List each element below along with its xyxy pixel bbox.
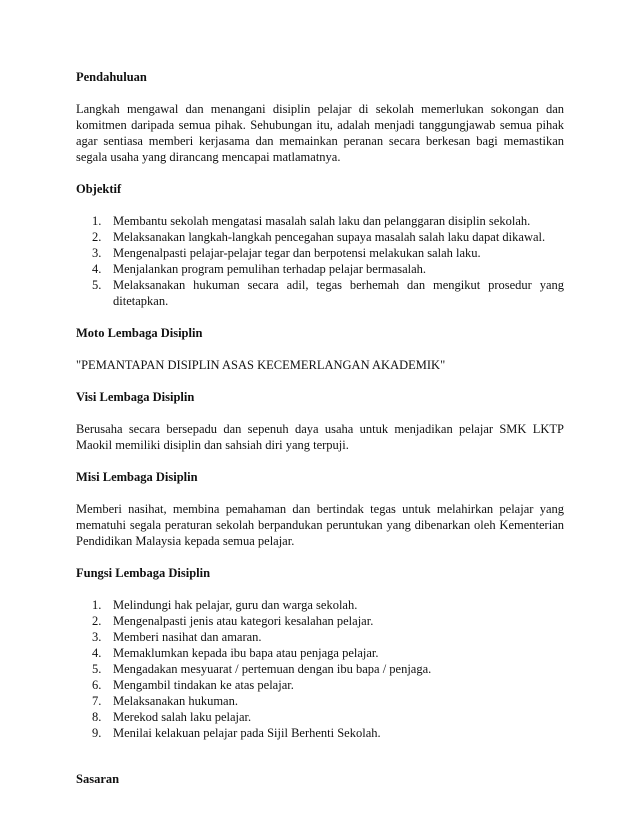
- list-item: [76, 677, 564, 693]
- sasaran-heading: Sasaran: [76, 772, 120, 786]
- list-number: 7.: [92, 694, 102, 708]
- document-content: [76, 69, 564, 803]
- list-text: Mengenalpasti jenis atau kategori kesalahan pelajar.: [113, 614, 374, 628]
- objektif-list: [76, 213, 564, 309]
- list-item: [76, 213, 564, 229]
- list-number: 2.: [92, 230, 102, 244]
- list-text: Melaksanakan hukuman.: [113, 694, 238, 708]
- fungsi-list: [76, 597, 564, 741]
- list-text: Memaklumkan kepada ibu bapa atau penjaga pelajar.: [113, 646, 379, 660]
- list-item: [76, 661, 564, 677]
- list-number: 1.: [92, 598, 102, 612]
- misi-heading: Misi Lembaga Disiplin: [76, 470, 198, 484]
- list-number: 5.: [92, 278, 102, 292]
- list-number: 2.: [92, 614, 102, 628]
- list-item: [76, 597, 564, 613]
- list-item: [76, 709, 564, 725]
- list-number: 1.: [92, 214, 102, 228]
- list-item: [76, 693, 564, 709]
- moto-text: "PEMANTAPAN DISIPLIN ASAS KECEMERLANGAN AKADEMIK": [76, 358, 446, 372]
- list-text: Melaksanakan hukuman secara adil, tegas berhemah dan mengikut prosedur yang ditetapkan.: [113, 278, 564, 308]
- list-number: 8.: [92, 710, 102, 724]
- list-item: [76, 261, 564, 277]
- list-item: [76, 645, 564, 661]
- list-item: [76, 725, 564, 741]
- pendahuluan-paragraph: Langkah mengawal dan menangani disiplin pelajar di sekolah memerlukan sokongan dan komitmen daripada semua pihak. Sehubungan itu, adalah menjadi tanggungjawab semua pihak agar sentiasa memberi kerjasama dan memainkan peranan secara berkesan bagi memastikan segala usaha yang dirancang mencapai matlamatnya.: [76, 102, 564, 164]
- list-text: Menjalankan program pemulihan terhadap pelajar bermasalah.: [113, 262, 427, 276]
- list-text: Mengadakan mesyuarat / pertemuan dengan ibu bapa / penjaga.: [113, 662, 432, 676]
- list-text: Melaksanakan langkah-langkah pencegahan supaya masalah salah laku dapat dikawal.: [113, 230, 546, 244]
- list-item: [76, 245, 564, 261]
- list-number: 5.: [92, 662, 102, 676]
- list-number: 9.: [92, 726, 102, 740]
- list-text: Mengenalpasti pelajar-pelajar tegar dan berpotensi melakukan salah laku.: [113, 246, 481, 260]
- visi-heading: Visi Lembaga Disiplin: [76, 390, 195, 404]
- list-item: [76, 629, 564, 645]
- list-number: 3.: [92, 246, 102, 260]
- list-number: 6.: [92, 678, 102, 692]
- list-item: [76, 277, 564, 309]
- list-text: Membantu sekolah mengatasi masalah salah laku dan pelanggaran disiplin sekolah.: [113, 214, 531, 228]
- list-text: Menilai kelakuan pelajar pada Sijil Berhenti Sekolah.: [113, 726, 381, 740]
- misi-paragraph: Memberi nasihat, membina pemahaman dan bertindak tegas untuk melahirkan pelajar yang mematuhi segala peraturan sekolah berpandukan peruntukan yang dibenarkan oleh Kementerian Pendidikan Malaysia kepada semua pelajar.: [76, 502, 564, 548]
- list-number: 4.: [92, 262, 102, 276]
- list-item: [76, 613, 564, 629]
- list-text: Merekod salah laku pelajar.: [113, 710, 252, 724]
- moto-heading: Moto Lembaga Disiplin: [76, 326, 203, 340]
- list-item: [76, 229, 564, 245]
- spacer: [76, 757, 564, 771]
- fungsi-heading: Fungsi Lembaga Disiplin: [76, 566, 211, 580]
- visi-paragraph: Berusaha secara bersepadu dan sepenuh daya usaha untuk menjadikan pelajar SMK LKTP Maokil memiliki disiplin dan sahsiah diri yang terpuji.: [76, 422, 564, 452]
- list-text: Melindungi hak pelajar, guru dan warga sekolah.: [113, 598, 358, 612]
- list-number: 4.: [92, 646, 102, 660]
- list-text: Memberi nasihat dan amaran.: [113, 630, 262, 644]
- objektif-heading: Objektif: [76, 182, 122, 196]
- list-text: Mengambil tindakan ke atas pelajar.: [113, 678, 294, 692]
- pendahuluan-heading: Pendahuluan: [76, 70, 147, 84]
- list-number: 3.: [92, 630, 102, 644]
